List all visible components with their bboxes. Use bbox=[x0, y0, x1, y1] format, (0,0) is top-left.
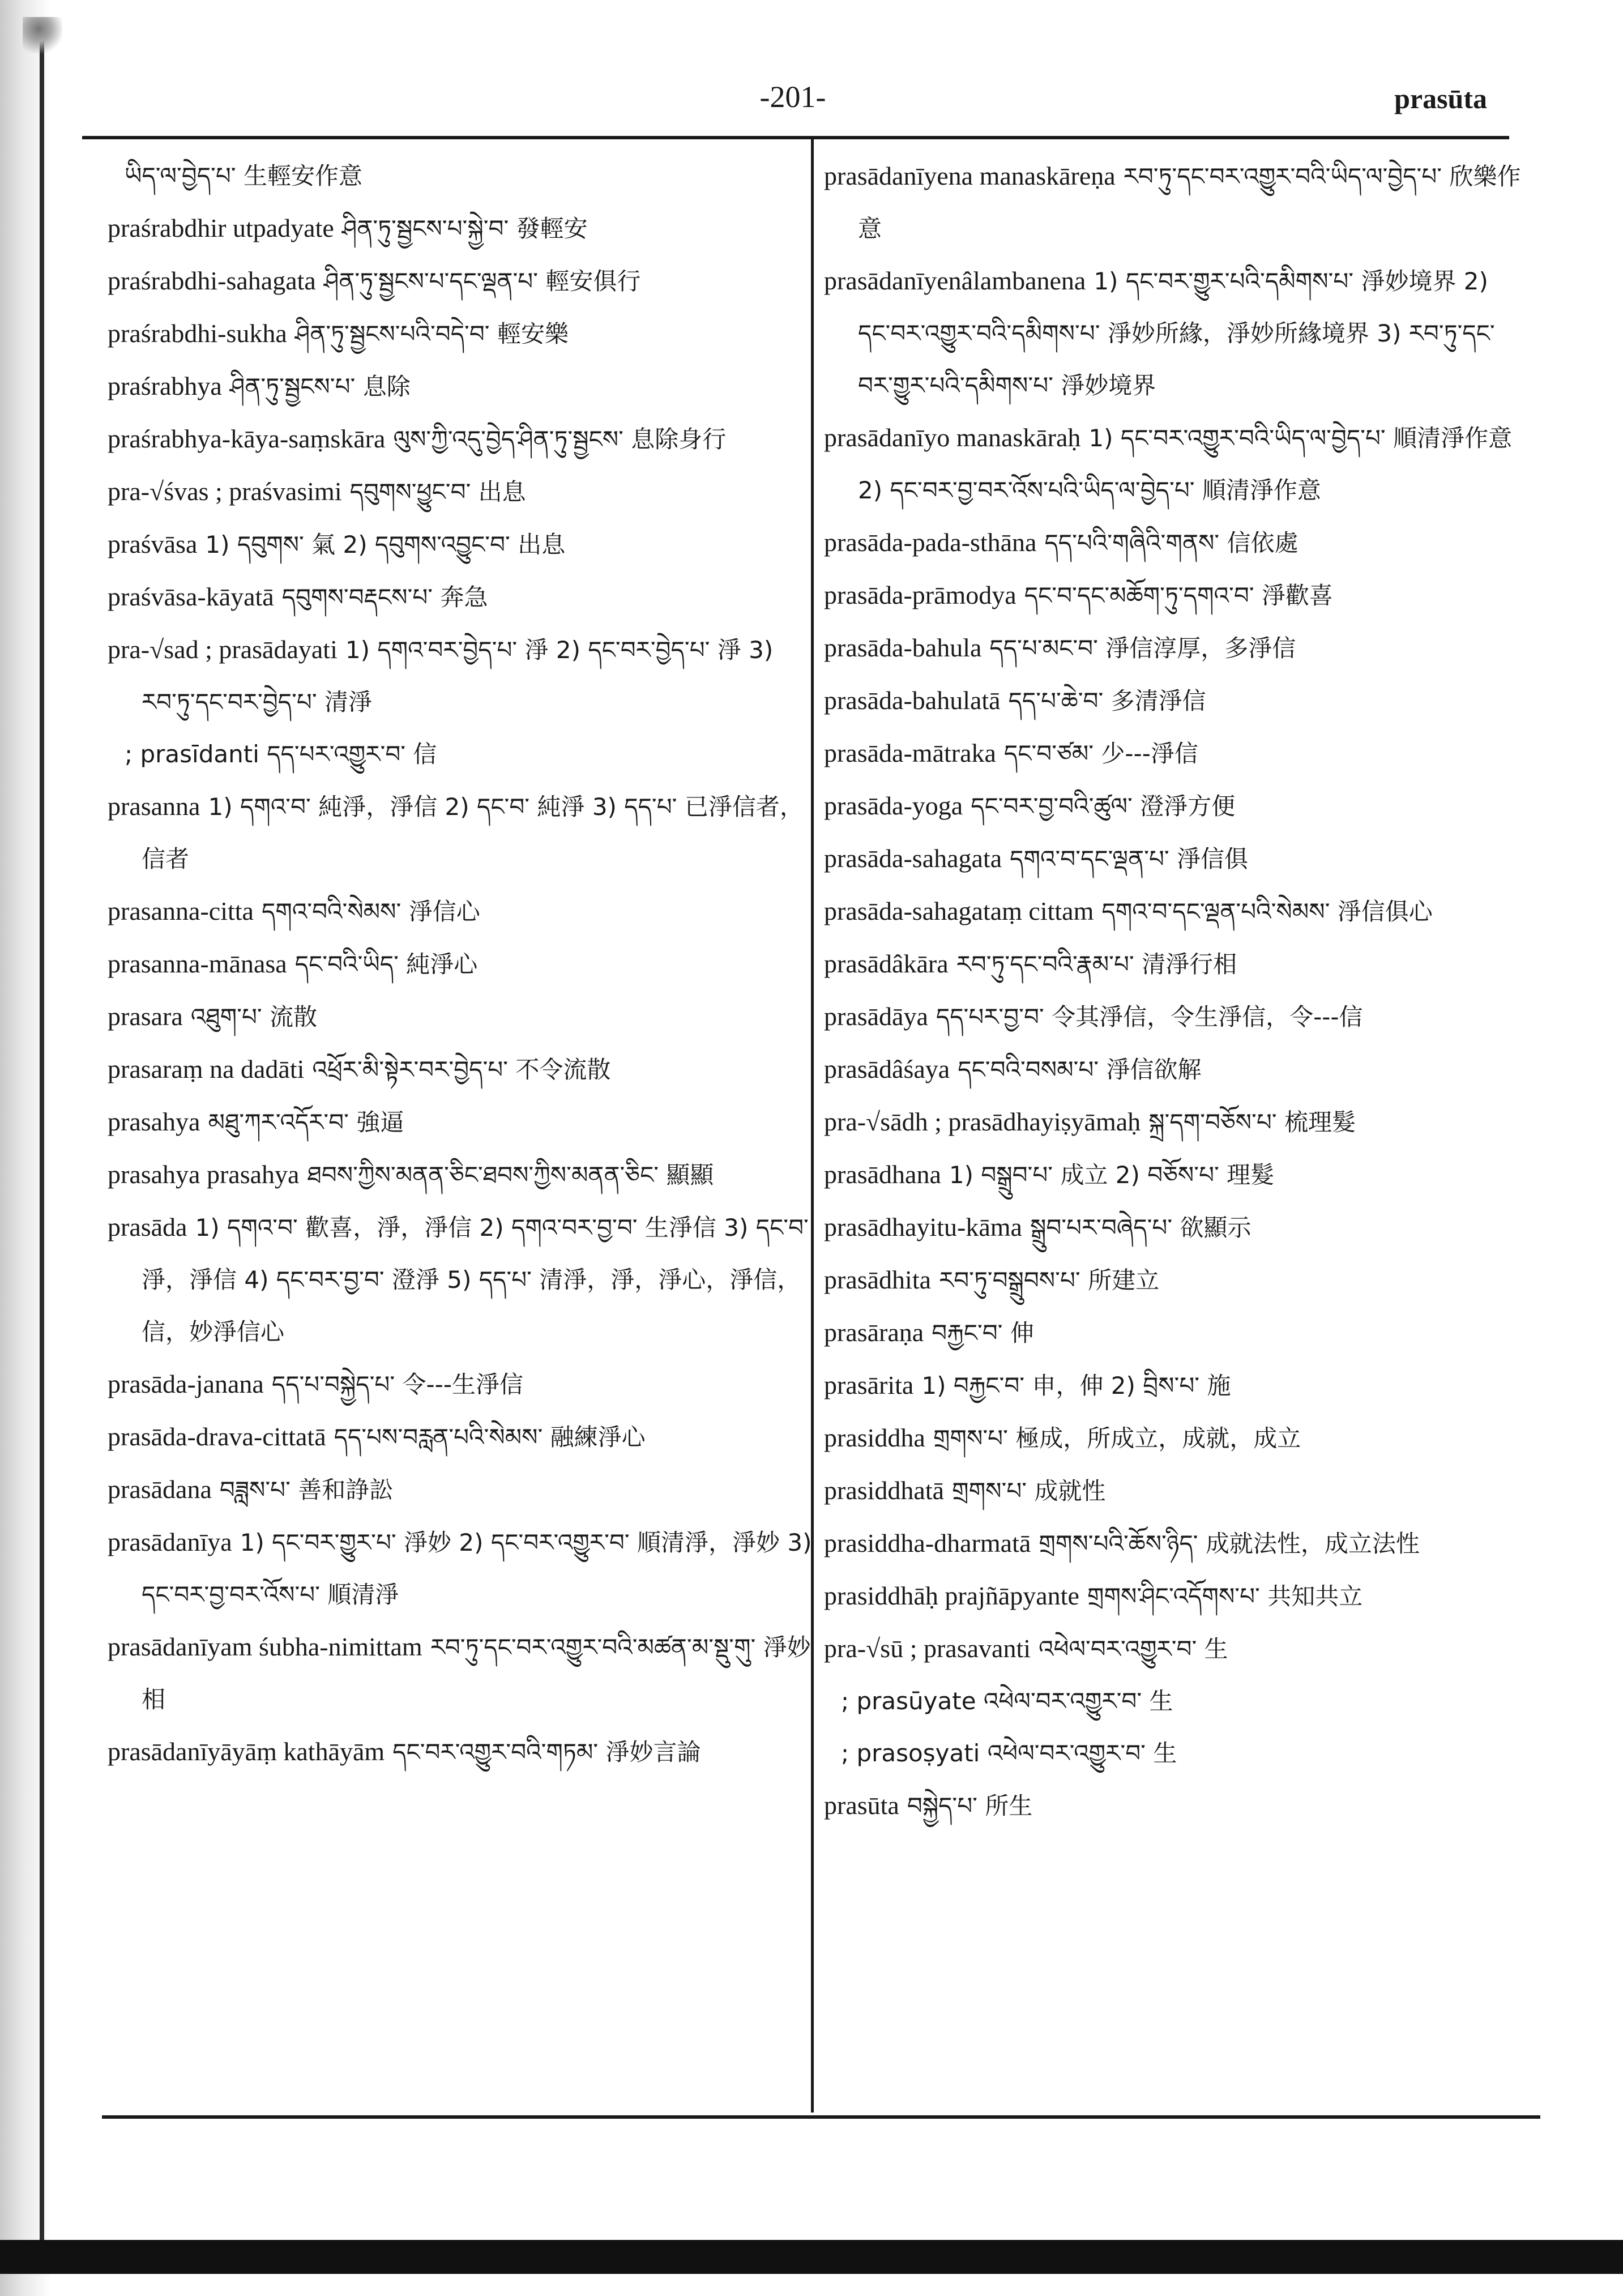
entry-headword: prasādāya bbox=[824, 1002, 928, 1031]
entry-headword: prasahya prasahya bbox=[108, 1160, 300, 1189]
entry-definition: གྲགས་པ་ 極成，所成立，成就，成立 bbox=[933, 1424, 1301, 1452]
entry-headword: prasiddhatā bbox=[824, 1476, 945, 1505]
scan-bottom-edge bbox=[0, 2240, 1623, 2274]
entry-headword: prasāda-janana bbox=[108, 1369, 264, 1398]
entry-definition: རབ་ཏུ་བསྒྲུབས་པ་ 所建立 bbox=[939, 1266, 1160, 1294]
dictionary-entry bbox=[108, 360, 813, 413]
dictionary-entry bbox=[108, 308, 813, 360]
bottom-rule bbox=[102, 2115, 1540, 2119]
entry-definition: དད་པར་བྱ་བ་ 令其淨信，令生淨信，令---信 bbox=[936, 1003, 1363, 1031]
dictionary-entry bbox=[824, 885, 1526, 938]
dictionary-entry bbox=[824, 727, 1526, 780]
entry-definition: འཕྲོར་མི་སྟེར་བར་བྱེད་པ་ 不令流散 bbox=[312, 1056, 611, 1083]
dictionary-entry bbox=[824, 150, 1526, 255]
running-head: prasūta bbox=[1394, 83, 1487, 114]
entry-definition: དད་པ་མང་བ་ 淨信淳厚，多淨信 bbox=[989, 634, 1296, 662]
entry-definition: གྲགས་པའི་ཆོས་ཉིད་ 成就法性，成立法性 bbox=[1039, 1530, 1420, 1557]
entry-headword: prasanna bbox=[108, 792, 200, 821]
entry-definition: དབུགས་བརྡངས་པ་ 奔急 bbox=[281, 583, 488, 611]
entry-headword: prasanna-mānasa bbox=[108, 949, 287, 978]
dictionary-entry bbox=[108, 1358, 813, 1411]
dictionary-entry bbox=[108, 780, 813, 885]
entry-headword: prasāda-prāmodya bbox=[824, 581, 1016, 609]
entry-headword: praśrabdhir utpadyate bbox=[108, 214, 334, 242]
entry-headword: prasāda-pada-sthāna bbox=[824, 528, 1037, 557]
entry-definition: 1) དབུགས་ 氣 2) དབུགས་འབྱུང་བ་ 出息 bbox=[205, 531, 566, 558]
entry-definition: དང་བར་འགྱུར་བའི་གཏམ་ 淨妙言論 bbox=[392, 1738, 701, 1766]
dictionary-entry bbox=[824, 780, 1526, 833]
entry-continuation bbox=[824, 1675, 1526, 1727]
entry-headword: prasādanīyo manaskāraḥ bbox=[824, 423, 1081, 452]
entry-headword: prasāda-sahagata bbox=[824, 844, 1002, 873]
dictionary-entry bbox=[108, 1149, 813, 1201]
entry-definition: ; prasūyate འཕེལ་བར་འགྱུར་བ་ 生 bbox=[841, 1687, 1173, 1715]
dictionary-entry bbox=[108, 1096, 813, 1149]
entry-definition: ཐབས་ཀྱིས་མནན་ཅིང་ཐབས་ཀྱིས་མནན་ཅིང་ 顯顯 bbox=[307, 1161, 714, 1189]
entry-definition: 1) བརྐྱང་བ་ 申，伸 2) བྲིས་པ་ 施 bbox=[921, 1372, 1231, 1399]
dictionary-entry bbox=[108, 518, 813, 571]
dictionary-entry bbox=[824, 1779, 1526, 1832]
entry-definition: དང་བའི་བསམ་པ་ 淨信欲解 bbox=[958, 1056, 1202, 1083]
right-column bbox=[824, 150, 1526, 1832]
dictionary-entry bbox=[108, 466, 813, 518]
dictionary-entry bbox=[108, 1463, 813, 1516]
dictionary-entry bbox=[108, 1201, 813, 1358]
entry-headword: prasādanīya bbox=[108, 1527, 232, 1556]
entry-headword: prasādhana bbox=[824, 1160, 941, 1189]
entry-headword: praśvāsa-kāyatā bbox=[108, 582, 274, 611]
entry-headword: prasiddha bbox=[824, 1423, 925, 1452]
entry-headword: prasiddha-dharmatā bbox=[824, 1529, 1031, 1557]
scan-corner-mark bbox=[23, 17, 62, 57]
entry-headword: pra-√śvas ; praśvasimi bbox=[108, 477, 342, 506]
entry-headword: prasāda-sahagataṃ cittam bbox=[824, 897, 1094, 925]
entry-definition: དང་བ་ཙམ་ 少---淨信 bbox=[1003, 740, 1198, 767]
entry-definition: ; prasīdanti དད་པར་འགྱུར་བ་ 信 bbox=[125, 740, 437, 768]
entry-definition: ལུས་ཀྱི་འདུ་བྱེད་ཤིན་ཏུ་སྦྱངས་ 息除身行 bbox=[393, 425, 727, 453]
dictionary-entry bbox=[108, 1621, 813, 1726]
dictionary-entry bbox=[824, 412, 1526, 517]
dictionary-entry bbox=[824, 1570, 1526, 1623]
entry-headword: prasahya bbox=[108, 1107, 200, 1136]
dictionary-entry bbox=[824, 1307, 1526, 1359]
dictionary-entry bbox=[108, 938, 813, 991]
dictionary-entry bbox=[824, 675, 1526, 727]
dictionary-entry bbox=[824, 1201, 1526, 1254]
dictionary-entry bbox=[824, 991, 1526, 1043]
entry-definition: རབ་ཏུ་དང་བའི་རྣམ་པ་ 清淨行相 bbox=[956, 950, 1237, 978]
entry-definition: སྐྲ་དག་བཅོས་པ་ 梳理髮 bbox=[1148, 1108, 1356, 1136]
entry-definition: འཐུག་པ་ 流散 bbox=[190, 1003, 318, 1031]
entry-definition: དད་པ་བསྐྱེད་པ་ 令---生淨信 bbox=[271, 1371, 523, 1398]
dictionary-entry bbox=[108, 1043, 813, 1096]
entry-definition: ཤིན་ཏུ་སྦྱངས་པ་ 息除 bbox=[229, 373, 411, 400]
entry-headword: praśrabdhi-sahagata bbox=[108, 266, 316, 295]
entry-definition: འཕེལ་བར་འགྱུར་བ་ 生 bbox=[1039, 1635, 1228, 1663]
entry-definition: རབ་ཏུ་དང་བར་འགྱུར་བའི་མཚན་མ་སྡུ་གུ་ 淨妙相 bbox=[142, 1633, 811, 1713]
entry-definition: བཟླས་པ་ 善和諍訟 bbox=[219, 1476, 394, 1504]
entry-definition: གྲགས་ཤིང་འདོགས་པ་ 共知共立 bbox=[1087, 1582, 1363, 1610]
entry-continuation bbox=[108, 728, 813, 780]
entry-headword: prasāraṇa bbox=[824, 1318, 924, 1347]
dictionary-entry bbox=[824, 1254, 1526, 1307]
entry-headword: praśrabhya bbox=[108, 372, 222, 400]
entry-headword: prasāda-mātraka bbox=[824, 739, 996, 767]
page-number: -201- bbox=[759, 80, 826, 114]
entry-headword: prasādanīyenâlambanena bbox=[824, 266, 1086, 295]
entry-definition: དང་བར་བྱ་བའི་ཚུལ་ 澄淨方便 bbox=[971, 792, 1236, 820]
dictionary-entry bbox=[108, 1411, 813, 1463]
dictionary-entry bbox=[824, 1149, 1526, 1201]
dictionary-entry bbox=[108, 202, 813, 255]
entry-definition: 1) དགའ་བ་ 歡喜，淨，淨信 2) དགའ་བར་བྱ་བ་ 生淨信 3) དང་བ་ 淨，淨信 4) དང་བར་བྱ་བ་ 澄淨 5) དད་པ་ 清淨，淨，淨心，淨信，信，妙淨信心 bbox=[142, 1214, 809, 1346]
entry-definition: 1) དགའ་བར་བྱེད་པ་ 淨 2) དང་བར་བྱེད་པ་ 淨 3) རབ་ཏུ་དང་བར་བྱེད་པ་ 清淨 bbox=[142, 636, 774, 716]
entry-continuation bbox=[108, 150, 813, 202]
entry-definition: དད་པས་བརླན་པའི་སེམས་ 融練淨心 bbox=[334, 1423, 646, 1451]
dictionary-entry bbox=[824, 938, 1526, 991]
entry-headword: praśrabhya-kāya-saṃskāra bbox=[108, 424, 386, 453]
entry-headword: prasādanīyāyāṃ kathāyām bbox=[108, 1737, 385, 1766]
entry-continuation bbox=[824, 1727, 1526, 1779]
entry-definition: 1) དགའ་བ་ 純淨，淨信 2) དང་བ་ 純淨 3) དད་པ་ 已淨信者，信者 bbox=[142, 793, 804, 873]
entry-definition: 1) དང་བར་འགྱུར་བའི་ཡིད་ལ་བྱེད་པ་ 順清淨作意 2) དང་བར་བྱ་བར་འོས་པའི་ཡིད་ལ་བྱེད་པ་ 順清淨作意 bbox=[858, 424, 1513, 504]
dictionary-entry bbox=[108, 991, 813, 1043]
entry-headword: prasādâśaya bbox=[824, 1055, 950, 1083]
entry-definition: དད་པའི་གཞིའི་གནས་ 信依處 bbox=[1044, 529, 1299, 557]
entry-definition: རབ་ཏུ་དང་བར་འགྱུར་བའི་ཡིད་ལ་བྱེད་པ་ 欣樂作意 bbox=[858, 163, 1521, 242]
entry-headword: praśvāsa bbox=[108, 530, 198, 558]
entry-headword: prasaraṃ na dadāti bbox=[108, 1055, 305, 1083]
entry-definition: ཤིན་ཏུ་སྦྱངས་པ་དང་ལྡན་པ་ 輕安俱行 bbox=[323, 267, 641, 295]
entry-definition: 1) དང་བར་གྱུར་པ་ 淨妙 2) དང་བར་འགྱུར་བ་ 順清淨，淨妙 3) དང་བར་བྱ་བར་འོས་པ་ 順清淨 bbox=[142, 1529, 812, 1608]
entry-headword: prasara bbox=[108, 1002, 183, 1031]
dictionary-entry bbox=[824, 1043, 1526, 1096]
entry-definition: དང་བའི་ཡིད་ 純淨心 bbox=[294, 950, 478, 978]
entry-definition: ཡིད་ལ་བྱེད་པ་ 生輕安作意 bbox=[125, 162, 362, 190]
entry-definition: བརྐྱང་བ་ 伸 bbox=[932, 1319, 1034, 1347]
dictionary-entry bbox=[108, 885, 813, 938]
entry-definition: 1) དང་བར་གྱུར་པའི་དམིགས་པ་ 淨妙境界 2) དང་བར་འགྱུར་བའི་དམིགས་པ་ 淨妙所緣，淨妙所緣境界 3) རབ་ཏུ་དང་བར་གྱུར་པའི་དམིགས་པ་ 淨妙境界 bbox=[858, 267, 1495, 399]
entry-headword: prasādhayitu-kāma bbox=[824, 1213, 1022, 1241]
dictionary-entry bbox=[108, 1726, 813, 1778]
entry-definition: སྒྲུབ་པར་བཞེད་པ་ 欲顯示 bbox=[1030, 1214, 1252, 1241]
dictionary-entry bbox=[824, 569, 1526, 622]
entry-headword: prasūta bbox=[824, 1791, 899, 1820]
dictionary-entry bbox=[824, 1096, 1526, 1149]
dictionary-entry bbox=[824, 1412, 1526, 1465]
binding-edge-line bbox=[40, 23, 44, 2271]
dictionary-entry bbox=[108, 413, 813, 466]
dictionary-entry bbox=[824, 1517, 1526, 1570]
entry-definition: ཤིན་ཏུ་སྦྱངས་པའི་བདེ་བ་ 輕安樂 bbox=[294, 320, 569, 348]
entry-definition: མཐུ་ཀར་འདོར་བ་ 強逼 bbox=[208, 1108, 404, 1136]
entry-headword: prasārita bbox=[824, 1371, 914, 1399]
entry-definition: ཤིན་ཏུ་སྦྱངས་པ་སྐྱེ་བ་ 發輕安 bbox=[341, 215, 588, 242]
entry-definition: དགའ་བའི་སེམས་ 淨信心 bbox=[261, 898, 480, 925]
dictionary-entry bbox=[824, 1465, 1526, 1517]
dictionary-entry bbox=[108, 624, 813, 728]
entry-definition: དབུགས་ཕྱུང་བ་ 出息 bbox=[349, 478, 526, 506]
top-rule bbox=[82, 136, 1509, 139]
dictionary-entry bbox=[108, 571, 813, 624]
dictionary-entry bbox=[108, 1516, 813, 1621]
entry-headword: prasādhita bbox=[824, 1265, 932, 1294]
entry-headword: pra-√sad ; prasādayati bbox=[108, 635, 338, 664]
entry-definition: 1) བསྒྲུབ་པ་ 成立 2) བཅོས་པ་ 理髮 bbox=[949, 1161, 1275, 1189]
dictionary-entry bbox=[824, 1359, 1526, 1412]
entry-headword: prasāda-yoga bbox=[824, 791, 963, 820]
entry-definition: དད་པ་ཆེ་བ་ 多清淨信 bbox=[1008, 687, 1206, 715]
entry-headword: praśrabdhi-sukha bbox=[108, 319, 287, 348]
dictionary-entry bbox=[824, 622, 1526, 675]
entry-headword: prasādâkāra bbox=[824, 949, 949, 978]
entry-headword: pra-√sādh ; prasādhayiṣyāmaḥ bbox=[824, 1107, 1141, 1136]
entry-headword: prasāda-drava-cittatā bbox=[108, 1422, 326, 1451]
entry-headword: prasiddhāḥ prajñāpyante bbox=[824, 1581, 1079, 1610]
entry-headword: prasāda-bahula bbox=[824, 633, 982, 662]
dictionary-entry bbox=[824, 255, 1526, 412]
entry-headword: pra-√sū ; prasavanti bbox=[824, 1634, 1031, 1663]
dictionary-entry bbox=[824, 833, 1526, 885]
entry-headword: prasādana bbox=[108, 1475, 212, 1504]
entry-definition: བསྐྱེད་པ་ 所生 bbox=[907, 1792, 1033, 1820]
entry-headword: prasāda-bahulatā bbox=[824, 686, 1001, 715]
dictionary-entry bbox=[108, 255, 813, 308]
entry-headword: prasanna-citta bbox=[108, 897, 254, 925]
entry-definition: གྲགས་པ་ 成就性 bbox=[952, 1477, 1106, 1505]
left-column bbox=[108, 150, 813, 1778]
entry-headword: prasādanīyam śubha-nimittam bbox=[108, 1632, 422, 1661]
entry-definition: དང་བ་དང་མཆོག་ཏུ་དགའ་བ་ 淨歡喜 bbox=[1024, 582, 1333, 609]
dictionary-entry bbox=[824, 1623, 1526, 1675]
entry-definition: དགའ་བ་དང་ལྡན་པ་ 淨信俱 bbox=[1010, 845, 1249, 873]
entry-definition: ; prasoṣyati འཕེལ་བར་འགྱུར་བ་ 生 bbox=[841, 1739, 1177, 1767]
entry-headword: prasāda bbox=[108, 1213, 187, 1241]
dictionary-entry bbox=[824, 517, 1526, 569]
entry-headword: prasādanīyena manaskāreṇa bbox=[824, 161, 1116, 190]
entry-definition: དགའ་བ་དང་ལྡན་པའི་སེམས་ 淨信俱心 bbox=[1101, 898, 1433, 925]
